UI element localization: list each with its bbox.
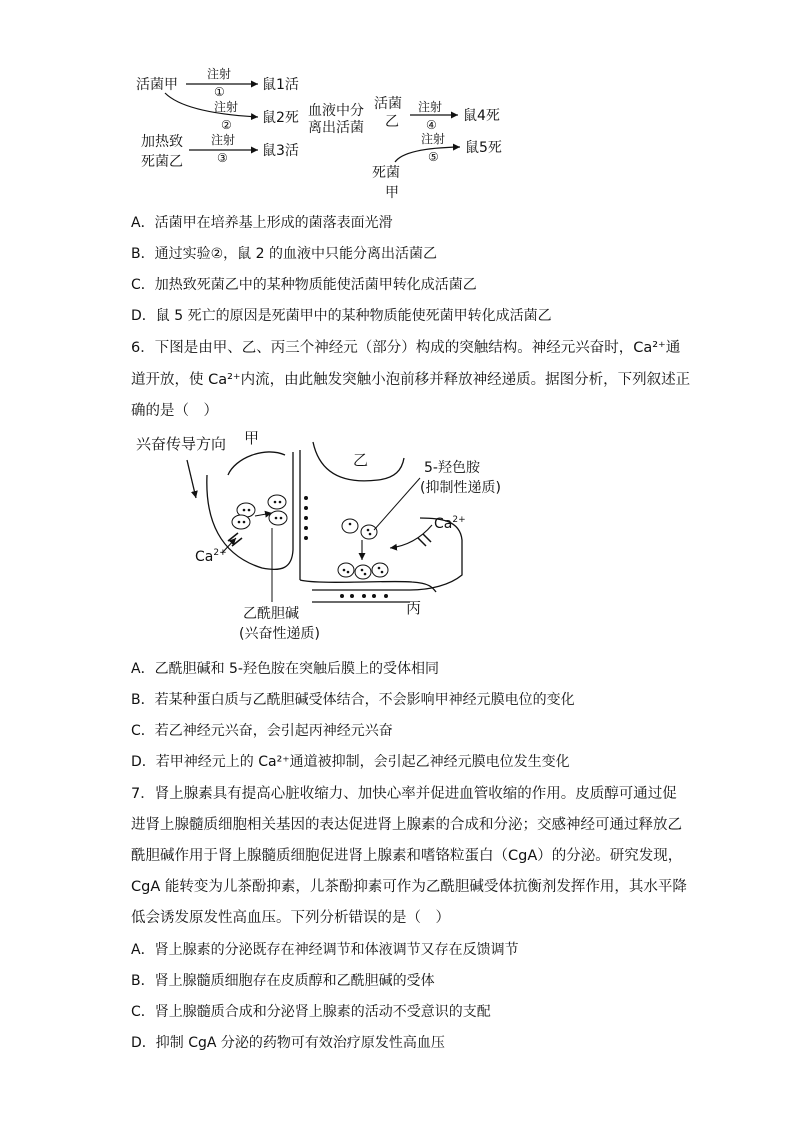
q6-option-b: B．若某种蛋白质与乙酰胆碱受体结合，不会影响甲神经元膜电位的变化 bbox=[131, 692, 575, 708]
mouse-3-result: 鼠3活 bbox=[262, 143, 299, 159]
inject-label-3: 注射 bbox=[211, 133, 236, 147]
experiment-number-5: ⑤ bbox=[428, 150, 439, 164]
q7-stem-line-4: CgA 能转变为儿茶酚抑素，儿茶酚抑素可作为乙酰胆碱受体抗衡剂发挥作用，其水平降 bbox=[131, 879, 687, 895]
neuron-yi-label: 乙 bbox=[353, 451, 369, 469]
inject-label-4: 注射 bbox=[418, 100, 443, 114]
receptor-dots-bing bbox=[340, 594, 388, 598]
vesicles-jia bbox=[232, 495, 287, 529]
q6-option-d: D．若甲神经元上的 Ca²⁺通道被抑制，会引起乙神经元膜电位发生变化 bbox=[131, 754, 570, 770]
q7-stem-line-1: 7．肾上腺素具有提高心脏收缩力、加快心率并促进血管收缩的作用。皮质醇可通过促 bbox=[131, 786, 677, 802]
mouse-4-result: 鼠4死 bbox=[463, 108, 500, 124]
neuron-bing-label: 丙 bbox=[406, 599, 422, 617]
q6-stem-line-3: 确的是（ ） bbox=[131, 403, 218, 419]
dead-bacteria-a-label-2: 甲 bbox=[385, 185, 399, 201]
live-bacteria-a-label: 活菌甲 bbox=[136, 77, 178, 93]
live-bacteria-b-label-1: 活菌 bbox=[374, 96, 402, 112]
heat-killed-b-label-2: 死菌乙 bbox=[141, 154, 183, 170]
serotonin-label-2: (抑制性递质) bbox=[420, 480, 501, 496]
inject-label-5: 注射 bbox=[421, 132, 446, 146]
q6-stem-line-1: 6．下图是由甲、乙、丙三个神经元（部分）构成的突触结构。神经元兴奋时，Ca²⁺通 bbox=[131, 340, 681, 356]
ca-ion-label-yi: $Ca^{2+}$ bbox=[434, 515, 466, 532]
q7-option-b: B．肾上腺髓质细胞存在皮质醇和乙酰胆碱的受体 bbox=[131, 973, 435, 989]
inject-label-2: 注射 bbox=[214, 100, 239, 114]
q6-stem-line-2: 道开放，使 Ca²⁺内流，由此触发突触小泡前移并释放神经递质。据图分析，下列叙述正 bbox=[131, 372, 691, 388]
neuron-jia-label: 甲 bbox=[244, 429, 260, 447]
q7-option-d: D．抑制 CgA 分泌的药物可有效治疗原发性高血压 bbox=[131, 1035, 445, 1051]
experiment-number-1: ① bbox=[214, 85, 225, 99]
q5-option-c: C．加热致死菌乙中的某种物质能使活菌甲转化成活菌乙 bbox=[131, 277, 477, 293]
experiment-number-3: ③ bbox=[217, 151, 228, 165]
acetylcholine-label-2: (兴奋性递质) bbox=[239, 626, 320, 642]
mouse-2-result: 鼠2死 bbox=[262, 110, 299, 126]
q6-option-a: A．乙酰胆碱和 5-羟色胺在突触后膜上的受体相同 bbox=[131, 661, 439, 677]
acetylcholine-label-1: 乙酰胆碱 bbox=[243, 606, 299, 622]
heat-killed-b-label-1: 加热致 bbox=[141, 134, 183, 150]
q7-stem-line-2: 进肾上腺髓质细胞相关基因的表达促进肾上腺素的合成和分泌；交感神经可通过释放乙 bbox=[131, 817, 682, 833]
q7-option-c: C．肾上腺髓质合成和分泌肾上腺素的活动不受意识的支配 bbox=[131, 1004, 491, 1020]
live-bacteria-b-label-2: 乙 bbox=[385, 114, 399, 130]
q7-stem-line-5: 低会诱发原发性高血压。下列分析错误的是（ ） bbox=[131, 910, 450, 926]
q5-option-d: D．鼠 5 死亡的原因是死菌甲中的某种物质能使死菌甲转化成活菌乙 bbox=[131, 308, 552, 324]
dead-bacteria-a-label-1: 死菌 bbox=[372, 165, 400, 181]
mouse-1-result: 鼠1活 bbox=[262, 77, 299, 93]
blood-separation-label-2: 离出活菌 bbox=[308, 120, 364, 136]
q7-option-a: A．肾上腺素的分泌既存在神经调节和体液调节又存在反馈调节 bbox=[131, 942, 519, 958]
conduction-direction-label: 兴奋传导方向 bbox=[136, 435, 227, 453]
experiment-number-4: ④ bbox=[426, 118, 437, 132]
q5-option-b: B．通过实验②，鼠 2 的血液中只能分离出活菌乙 bbox=[131, 246, 437, 262]
experiment-number-2: ② bbox=[221, 118, 232, 132]
ca-ion-label-jia: $Ca^{2+}$ bbox=[195, 548, 227, 565]
mouse-5-result: 鼠5死 bbox=[465, 140, 502, 156]
receptor-dots-yi bbox=[304, 496, 308, 540]
synapse-diagram bbox=[0, 420, 794, 650]
serotonin-label-1: 5-羟色胺 bbox=[424, 460, 480, 476]
transformation-experiment-diagram bbox=[0, 0, 794, 215]
q6-option-c: C．若乙神经元兴奋，会引起丙神经元兴奋 bbox=[131, 723, 393, 739]
inject-label-1: 注射 bbox=[207, 67, 232, 81]
direction-arrow bbox=[187, 460, 196, 498]
q5-option-a: A．活菌甲在培养基上形成的菌落表面光滑 bbox=[131, 215, 393, 231]
blood-separation-label-1: 血液中分 bbox=[308, 103, 364, 119]
q7-stem-line-3: 酰胆碱作用于肾上腺髓质细胞促进肾上腺素和嗜铬粒蛋白（CgA）的分泌。研究发现， bbox=[131, 848, 683, 864]
